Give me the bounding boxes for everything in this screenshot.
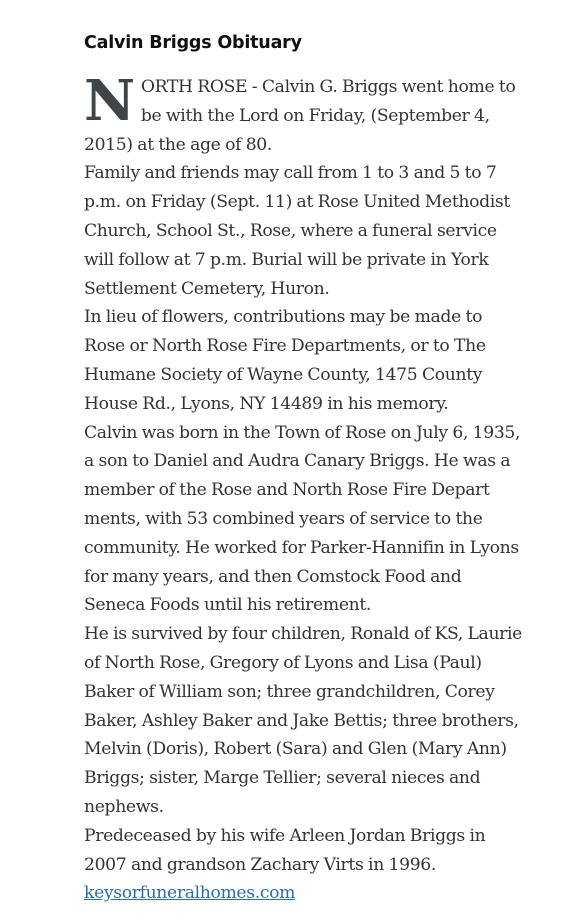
paragraph-survivors: He is survived by four children, Ronald of KS, Laurie of North Rose, Gregory of Lyons and Lisa (Paul) Baker of William son; three grandchildren, Corey Baker, Ashley Baker and Jake Bettis; three brothers, Melvin (Doris), Robert (Sara) and Glen (Mary Ann) Briggs; sister, Marge Tellier; several nieces and nephews. — [84, 624, 523, 817]
obituary-body — [84, 68, 524, 908]
page-title: Calvin Briggs Obituary — [84, 33, 302, 53]
drop-cap: N — [84, 68, 135, 134]
funeral-home-link[interactable]: keysorfuneralhomes.com — [84, 883, 296, 904]
paragraph-visitation: Family and friends may call from 1 to 3 and 5 to 7 p.m. on Friday (Sept. 11) at Rose United Methodist Church, School St., Rose, where a funeral service will follow at 7 p.m. Burial will be private in York Settlement Cemetery, Huron. — [84, 163, 510, 299]
paragraph-contributions: In lieu of flowers, contributions may be made to Rose or North Rose Fire Departments, or to The Humane Society of Wayne County, 1475 County House Rd., Lyons, NY 14489 in his memory. — [84, 307, 486, 414]
paragraph-intro-text: ORTH ROSE - Calvin G. Briggs went home to be with the Lord on Friday, (September 4, 2015) at the age of 80. — [84, 77, 516, 155]
obituary-article — [84, 30, 524, 908]
paragraph-intro — [84, 68, 524, 159]
paragraph-predeceased: Predeceased by his wife Arleen Jordan Briggs in 2007 and grandson Zachary Virts in 1996. — [84, 825, 486, 875]
link-paragraph — [84, 879, 524, 908]
paragraph-biography: Calvin was born in the Town of Rose on July 6, 1935, a son to Daniel and Audra Canary Briggs. He was a member of the Rose and North Rose Fire Depart ments, with 53 combined years of service to the community. He worked for Parker-Hannifin in Lyons for many years, and then Comstock Food and Seneca Foods until his retirement. — [84, 422, 521, 616]
